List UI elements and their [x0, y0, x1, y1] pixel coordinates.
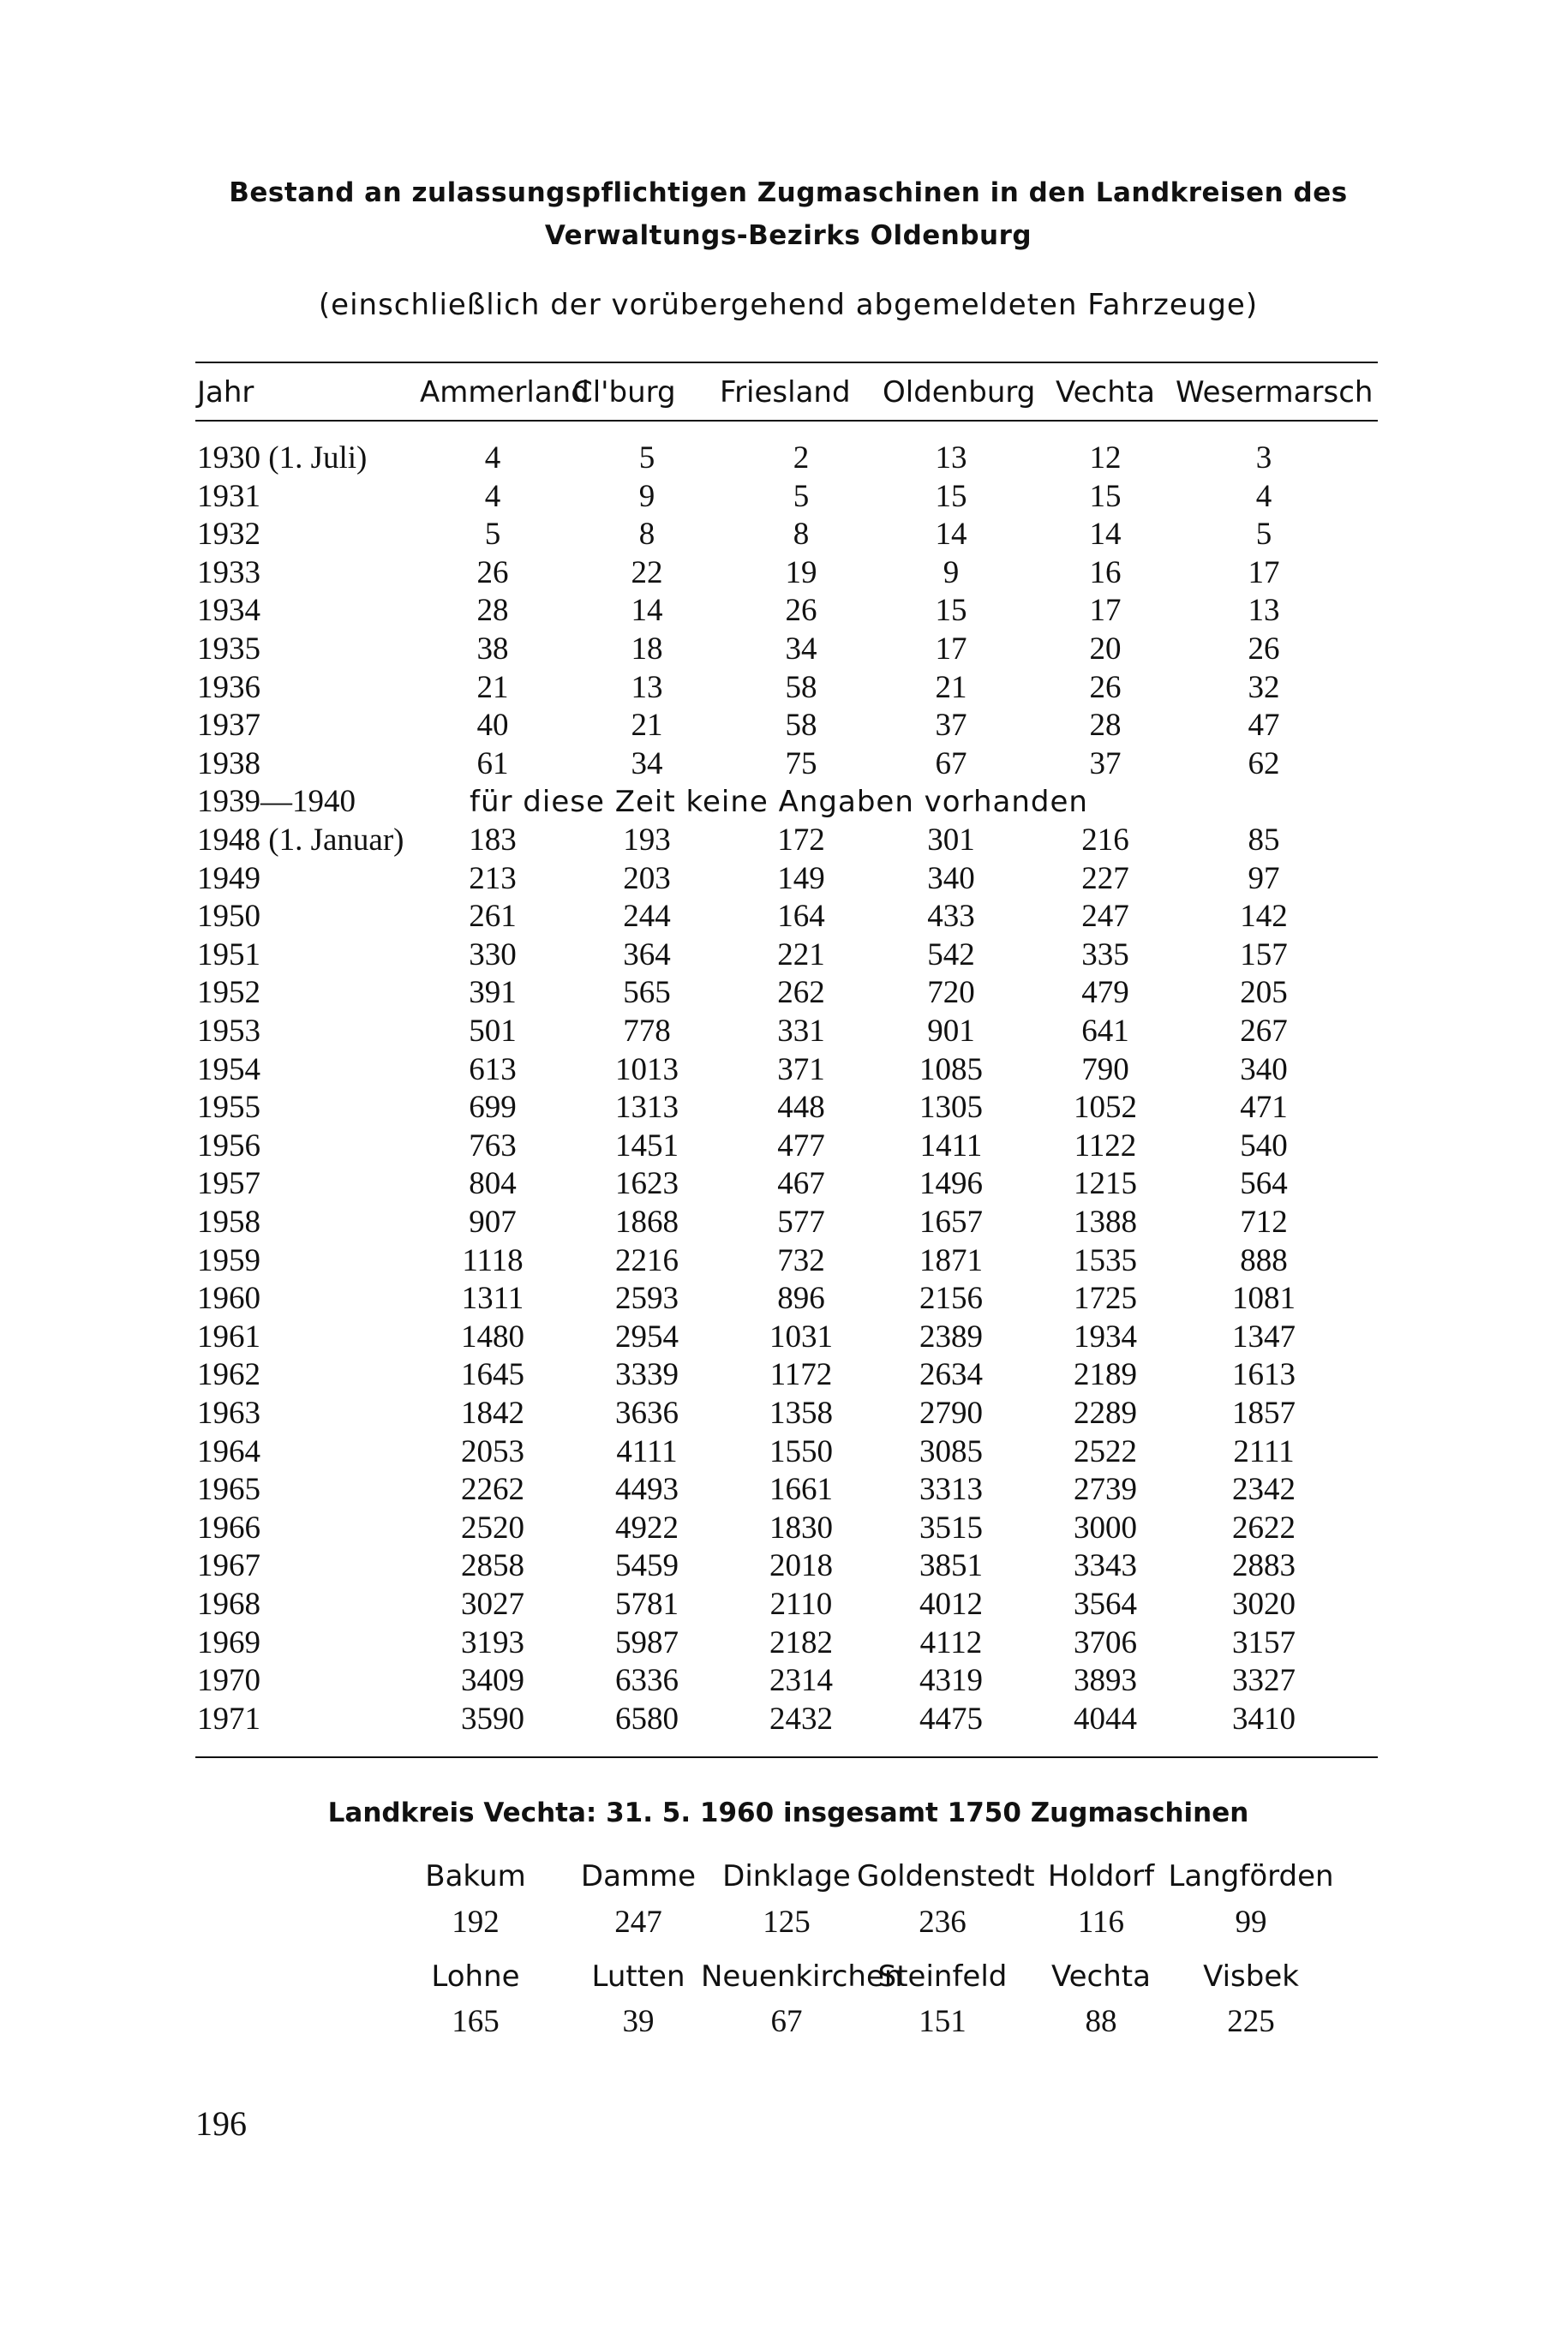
table-cell: 3343: [1074, 1548, 1137, 1583]
row-year: 1964: [197, 1434, 260, 1469]
table-cell: 37: [1089, 746, 1122, 781]
table-cell: 1013: [615, 1052, 679, 1087]
table-cell: 16: [1089, 555, 1122, 590]
title-line-1: Bestand an zulassungspflichtigen Zugmaschinen in den Landkreisen des: [229, 177, 1348, 208]
table-cell: 2289: [1074, 1396, 1137, 1431]
table-cell: 2110: [769, 1587, 833, 1622]
table-cell: 335: [1081, 937, 1129, 972]
table-cell: 540: [1240, 1128, 1288, 1164]
table-cell: 1358: [769, 1396, 833, 1431]
town-name: Bakum: [425, 1859, 526, 1893]
table-cell: 6580: [615, 1702, 679, 1737]
table-cell: 14: [1089, 517, 1122, 552]
table-cell: 3636: [615, 1396, 679, 1431]
table-cell: 712: [1240, 1205, 1288, 1240]
row-year: 1971: [197, 1702, 260, 1737]
table-cell: 61: [476, 746, 509, 781]
table-cell: 3157: [1232, 1625, 1296, 1660]
table-cell: 28: [476, 593, 509, 628]
table-cell: 26: [1248, 631, 1280, 667]
table-cell: 641: [1081, 1014, 1129, 1049]
table-cell: 2520: [461, 1510, 524, 1546]
table-cell: 213: [469, 861, 517, 896]
table-cell: 203: [623, 861, 671, 896]
header-bottom-rule: [195, 420, 1378, 422]
table-cell: 3706: [1074, 1625, 1137, 1660]
table-cell: 1842: [461, 1396, 524, 1431]
title-line-2: Verwaltungs-Bezirks Oldenburg: [544, 220, 1032, 251]
row-year: 1963: [197, 1396, 260, 1431]
table-cell: 471: [1240, 1090, 1288, 1125]
column-header: Vechta: [1056, 375, 1155, 410]
table-cell: 2262: [461, 1472, 524, 1507]
town-value: 165: [452, 2004, 500, 2039]
table-cell: 2954: [615, 1319, 679, 1355]
table-cell: 1311: [461, 1281, 524, 1316]
table-cell: 1645: [461, 1357, 524, 1392]
table-cell: 1388: [1074, 1205, 1137, 1240]
table-cell: 778: [623, 1014, 671, 1049]
table-cell: 14: [631, 593, 663, 628]
table-cell: 5: [793, 479, 810, 514]
table-cell: 2858: [461, 1548, 524, 1583]
town-name: Visbek: [1203, 1959, 1299, 1994]
table-cell: 5: [1255, 517, 1272, 552]
table-cell: 26: [476, 555, 509, 590]
row-year: 1936: [197, 670, 260, 705]
table-cell: 3313: [919, 1472, 983, 1507]
table-cell: 1031: [769, 1319, 833, 1355]
table-cell: 1535: [1074, 1243, 1137, 1278]
table-cell: 467: [777, 1166, 825, 1201]
table-cell: 67: [935, 746, 967, 781]
table-cell: 17: [1248, 555, 1280, 590]
table-cell: 1347: [1232, 1319, 1296, 1355]
table-cell: 330: [469, 937, 517, 972]
table-cell: 14: [935, 517, 967, 552]
town-name: Goldenstedt: [857, 1859, 1035, 1893]
table-cell: 1868: [615, 1205, 679, 1240]
table-cell: 448: [777, 1090, 825, 1125]
table-cell: 28: [1089, 708, 1122, 743]
table-cell: 2634: [919, 1357, 983, 1392]
page-title: [189, 171, 1388, 257]
table-cell: 2739: [1074, 1472, 1137, 1507]
town-value: 192: [452, 1905, 500, 1940]
table-cell: 261: [469, 899, 517, 934]
row-year: 1935: [197, 631, 260, 667]
town-value: 67: [770, 2004, 803, 2039]
table-cell: 3327: [1232, 1663, 1296, 1698]
table-cell: 5: [638, 440, 655, 476]
town-value: 88: [1085, 2004, 1117, 2039]
row-year: 1955: [197, 1090, 260, 1125]
table-cell: 34: [631, 746, 663, 781]
row-year: 1950: [197, 899, 260, 934]
table-cell: 763: [469, 1128, 517, 1164]
row-year: 1959: [197, 1243, 260, 1278]
table-cell: 40: [476, 708, 509, 743]
table-cell: 205: [1240, 975, 1288, 1010]
table-cell: 732: [777, 1243, 825, 1278]
table-cell: 2189: [1074, 1357, 1137, 1392]
table-cell: 13: [935, 440, 967, 476]
town-name: Neuenkirchen: [701, 1959, 903, 1994]
table-cell: 3: [1255, 440, 1272, 476]
column-header: Ammerland: [420, 375, 589, 410]
table-cell: 888: [1240, 1243, 1288, 1278]
row-year: 1951: [197, 937, 260, 972]
row-year: 1953: [197, 1014, 260, 1049]
table-cell: 1623: [615, 1166, 679, 1201]
table-cell: 13: [1248, 593, 1280, 628]
table-cell: 2314: [769, 1663, 833, 1698]
table-cell: 1215: [1074, 1166, 1137, 1201]
row-year: 1932: [197, 517, 260, 552]
row-year: 1948 (1. Januar): [197, 823, 404, 858]
table-cell: 227: [1081, 861, 1129, 896]
row-year: 1969: [197, 1625, 260, 1660]
row-year: 1970: [197, 1663, 260, 1698]
table-cell: 172: [777, 823, 825, 858]
row-year: 1967: [197, 1548, 260, 1583]
row-year: 1952: [197, 975, 260, 1010]
table-cell: 2342: [1232, 1472, 1296, 1507]
table-cell: 720: [927, 975, 975, 1010]
table-cell: 62: [1248, 746, 1280, 781]
table-cell: 2389: [919, 1319, 983, 1355]
table-cell: 2790: [919, 1396, 983, 1431]
town-name: Dinklage: [722, 1859, 851, 1893]
table-cell: 1871: [919, 1243, 983, 1278]
table-cell: 3409: [461, 1663, 524, 1698]
table-cell: 1657: [919, 1205, 983, 1240]
table-cell: 15: [935, 593, 967, 628]
table-cell: 1451: [615, 1128, 679, 1164]
town-value: 236: [919, 1905, 967, 1940]
table-cell: 3193: [461, 1625, 524, 1660]
table-cell: 4319: [919, 1663, 983, 1698]
row-year: 1937: [197, 708, 260, 743]
row-year: 1939—1940: [197, 784, 356, 819]
column-header: Friesland: [720, 375, 851, 410]
table-cell: 2: [793, 440, 810, 476]
column-header: Oldenburg: [883, 375, 1036, 410]
table-cell: 58: [785, 708, 817, 743]
table-cell: 17: [935, 631, 967, 667]
table-cell: 3085: [919, 1434, 983, 1469]
table-cell: 1305: [919, 1090, 983, 1125]
table-cell: 790: [1081, 1052, 1129, 1087]
table-cell: 4112: [919, 1625, 983, 1660]
table-cell: 5: [484, 517, 501, 552]
page-number: 196: [195, 2104, 247, 2143]
table-cell: 479: [1081, 975, 1129, 1010]
table-cell: 1122: [1074, 1128, 1137, 1164]
town-name: Damme: [580, 1859, 697, 1893]
table-cell: 2432: [769, 1702, 833, 1737]
table-cell: 699: [469, 1090, 517, 1125]
row-year: 1966: [197, 1510, 260, 1546]
table-cell: 3020: [1232, 1587, 1296, 1622]
column-header: Wesermarsch: [1176, 375, 1373, 410]
table-cell: 12: [1089, 440, 1122, 476]
table-cell: 18: [631, 631, 663, 667]
table-cell: 247: [1081, 899, 1129, 934]
table-cell: 1411: [919, 1128, 983, 1164]
row-year: 1962: [197, 1357, 260, 1392]
table-cell: 340: [927, 861, 975, 896]
table-cell: 58: [785, 670, 817, 705]
table-cell: 21: [935, 670, 967, 705]
table-cell: 75: [785, 746, 817, 781]
table-cell: 1085: [919, 1052, 983, 1087]
row-year: 1961: [197, 1319, 260, 1355]
table-cell: 142: [1240, 899, 1288, 934]
table-cell: 3000: [1074, 1510, 1137, 1546]
table-cell: 5781: [615, 1587, 679, 1622]
table-cell: 3893: [1074, 1663, 1137, 1698]
table-cell: 22: [631, 555, 663, 590]
table-cell: 3590: [461, 1702, 524, 1737]
table-cell: 577: [777, 1205, 825, 1240]
table-cell: 97: [1248, 861, 1280, 896]
table-cell: 3564: [1074, 1587, 1137, 1622]
table-cell: 433: [927, 899, 975, 934]
table-cell: 1550: [769, 1434, 833, 1469]
table-cell: 4493: [615, 1472, 679, 1507]
table-cell: 4: [484, 440, 501, 476]
table-cell: 15: [935, 479, 967, 514]
table-cell: 2883: [1232, 1548, 1296, 1583]
town-name: Vechta: [1051, 1959, 1151, 1994]
table-cell: 2522: [1074, 1434, 1137, 1469]
table-cell: 804: [469, 1166, 517, 1201]
table-bottom-rule: [195, 1756, 1378, 1758]
table-cell: 5987: [615, 1625, 679, 1660]
town-name: Steinfeld: [877, 1959, 1008, 1994]
table-cell: 26: [1089, 670, 1122, 705]
town-value: 116: [1077, 1905, 1125, 1940]
table-cell: 2593: [615, 1281, 679, 1316]
table-cell: 1172: [769, 1357, 833, 1392]
table-top-rule: [195, 362, 1378, 363]
table-cell: 21: [631, 708, 663, 743]
column-header: Cl'burg: [572, 375, 676, 410]
table-cell: 2182: [769, 1625, 833, 1660]
table-cell: 1496: [919, 1166, 983, 1201]
table-cell: 3027: [461, 1587, 524, 1622]
table-cell: 2053: [461, 1434, 524, 1469]
table-cell: 47: [1248, 708, 1280, 743]
table-cell: 21: [476, 670, 509, 705]
table-cell: 1052: [1074, 1090, 1137, 1125]
table-cell: 2018: [769, 1548, 833, 1583]
row-year: 1957: [197, 1166, 260, 1201]
row-year: 1958: [197, 1205, 260, 1240]
table-cell: 3339: [615, 1357, 679, 1392]
table-cell: 907: [469, 1205, 517, 1240]
table-cell: 13: [631, 670, 663, 705]
table-cell: 542: [927, 937, 975, 972]
row-year: 1930 (1. Juli): [197, 440, 368, 476]
table-cell: 4: [484, 479, 501, 514]
row-year: 1931: [197, 479, 260, 514]
table-cell: 391: [469, 975, 517, 1010]
town-value: 225: [1227, 2004, 1275, 2039]
table-cell: 1934: [1074, 1319, 1137, 1355]
table-cell: 4044: [1074, 1702, 1137, 1737]
table-cell: 4922: [615, 1510, 679, 1546]
table-cell: 38: [476, 631, 509, 667]
table-cell: 149: [777, 861, 825, 896]
table-cell: 34: [785, 631, 817, 667]
town-name: Lohne: [431, 1959, 520, 1994]
table-cell: 3410: [1232, 1702, 1296, 1737]
town-value: 99: [1235, 1905, 1267, 1940]
table-cell: 564: [1240, 1166, 1288, 1201]
table-cell: 244: [623, 899, 671, 934]
town-value: 247: [614, 1905, 662, 1940]
vechta-summary-title: Landkreis Vechta: 31. 5. 1960 insgesamt 1750 Zugmaschinen: [327, 1798, 1249, 1828]
table-cell: 20: [1089, 631, 1122, 667]
table-cell: 2156: [919, 1281, 983, 1316]
row-year: 1934: [197, 593, 260, 628]
table-cell: 216: [1081, 823, 1129, 858]
row-year: 1956: [197, 1128, 260, 1164]
town-value: 151: [919, 2004, 967, 2039]
table-cell: 1830: [769, 1510, 833, 1546]
table-cell: 1661: [769, 1472, 833, 1507]
table-cell: 15: [1089, 479, 1122, 514]
table-cell: 896: [777, 1281, 825, 1316]
table-cell: 1313: [615, 1090, 679, 1125]
table-cell: 371: [777, 1052, 825, 1087]
town-name: Holdorf: [1047, 1859, 1155, 1893]
table-cell: 267: [1240, 1014, 1288, 1049]
table-cell: 501: [469, 1014, 517, 1049]
row-year: 1933: [197, 555, 260, 590]
table-cell: 4475: [919, 1702, 983, 1737]
table-cell: 6336: [615, 1663, 679, 1698]
table-cell: 37: [935, 708, 967, 743]
table-cell: 4: [1255, 479, 1272, 514]
table-cell: 157: [1240, 937, 1288, 972]
table-cell: 1857: [1232, 1396, 1296, 1431]
table-cell: 1118: [462, 1243, 524, 1278]
table-cell: 17: [1089, 593, 1122, 628]
table-cell: 85: [1248, 823, 1280, 858]
table-cell: 565: [623, 975, 671, 1010]
table-cell: 32: [1248, 670, 1280, 705]
table-cell: 4111: [616, 1434, 678, 1469]
row-year: 1968: [197, 1587, 260, 1622]
town-value: 39: [622, 2004, 655, 2039]
table-cell: 262: [777, 975, 825, 1010]
table-cell: 613: [469, 1052, 517, 1087]
row-year: 1965: [197, 1472, 260, 1507]
table-cell: 183: [469, 823, 517, 858]
table-cell: 9: [943, 555, 960, 590]
table-cell: 9: [638, 479, 655, 514]
table-cell: 2111: [1233, 1434, 1295, 1469]
table-cell: 221: [777, 937, 825, 972]
table-cell: 901: [927, 1014, 975, 1049]
table-cell: 477: [777, 1128, 825, 1164]
town-name: Langförden: [1168, 1859, 1334, 1893]
town-value: 125: [763, 1905, 811, 1940]
row-year: 1960: [197, 1281, 260, 1316]
row-year: 1938: [197, 746, 260, 781]
table-cell: 8: [638, 517, 655, 552]
table-cell: 164: [777, 899, 825, 934]
table-cell: 26: [785, 593, 817, 628]
table-cell: 2622: [1232, 1510, 1296, 1546]
table-cell: 1480: [461, 1319, 524, 1355]
row-year: 1949: [197, 861, 260, 896]
table-cell: 1613: [1232, 1357, 1296, 1392]
subtitle: (einschließlich der vorübergehend abgemeldeten Fahrzeuge): [318, 288, 1259, 322]
table-cell: 340: [1240, 1052, 1288, 1087]
table-cell: 4012: [919, 1587, 983, 1622]
table-cell: 1725: [1074, 1281, 1137, 1316]
table-cell: 331: [777, 1014, 825, 1049]
town-name: Lutten: [591, 1959, 685, 1994]
table-cell: 19: [785, 555, 817, 590]
table-cell: 5459: [615, 1548, 679, 1583]
table-cell: 301: [927, 823, 975, 858]
table-cell: 364: [623, 937, 671, 972]
column-header: Jahr: [197, 375, 254, 410]
table-cell: 8: [793, 517, 810, 552]
row-year: 1954: [197, 1052, 260, 1087]
table-cell: 3851: [919, 1548, 983, 1583]
row-note: für diese Zeit keine Angaben vorhanden: [470, 785, 1088, 819]
table-cell: 193: [623, 823, 671, 858]
table-cell: 1081: [1232, 1281, 1296, 1316]
table-cell: 3515: [919, 1510, 983, 1546]
table-cell: 2216: [615, 1243, 679, 1278]
